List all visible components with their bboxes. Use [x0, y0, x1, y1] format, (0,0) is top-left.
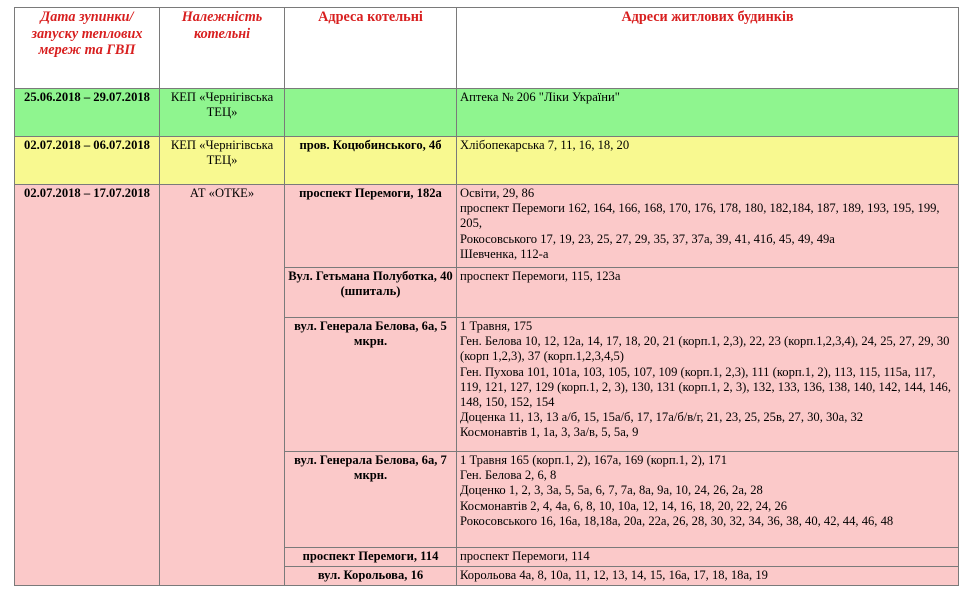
header-boiler: Адреса котельні	[285, 8, 457, 89]
house-line: Космонавтів 2, 4, 4а, 6, 8, 10, 10а, 12, 14, 16, 18, 20, 22, 24, 26	[460, 498, 788, 513]
row-houses	[457, 89, 959, 137]
table-row	[15, 89, 959, 137]
row-boiler: проспект Перемоги, 182а	[285, 185, 457, 268]
row-date: 25.06.2018 – 29.07.2018	[15, 89, 160, 137]
row-houses	[457, 452, 959, 548]
header-houses: Адреси житлових будинків	[457, 8, 959, 89]
row-houses	[457, 185, 959, 268]
house-line: 1 Травня, 175	[460, 319, 533, 333]
row-houses	[457, 137, 959, 185]
row-owner: АТ «ОТКЕ»	[160, 185, 285, 586]
house-line: Ген. Пухова 101, 101а, 103, 105, 107, 109 (корп.1, 2,3), 111 (корп.1, 2), 113, 115, 115а, 117, 119, 121, 127, 129 (корп.1, 2, 3), 130, 131 (корп.1, 2, 3), 132, 133, 136, 138, 140, 142, 144, 146, 148, 150, 152, 154	[460, 364, 951, 410]
house-line: Шевченка, 112-а	[460, 246, 549, 261]
row-boiler: вул. Корольова, 16	[285, 567, 457, 586]
row-houses	[457, 268, 959, 318]
row-date: 02.07.2018 – 06.07.2018	[15, 137, 160, 185]
house-line: Рокосовського 17, 19, 23, 25, 27, 29, 35, 37, 37а, 39, 41, 41б, 45, 49, 49а	[460, 231, 835, 246]
house-line: Ген. Белова 2, 6, 8	[460, 468, 557, 483]
table-row	[15, 137, 959, 185]
header-date: Дата зупинки/запуску теплових мереж та ГВП	[15, 8, 160, 89]
house-line: Рокосовського 16, 16а, 18,18а, 20а, 22а, 26, 28, 30, 32, 34, 36, 38, 40, 42, 44, 46, 48	[460, 513, 894, 528]
row-houses	[457, 318, 959, 452]
row-houses	[457, 548, 959, 567]
row-date: 02.07.2018 – 17.07.2018	[15, 185, 160, 586]
house-line: Ген. Белова 10, 12, 12а, 14, 17, 18, 20, 21 (корп.1, 2,3), 22, 23 (корп.1,2,3,4), 24, 25, 27, 29, 30 (корп 1,2,3), 37 (корп.1,2,3,4,5)	[460, 334, 950, 364]
header-owner: Належність котельні	[160, 8, 285, 89]
house-line: Доценка 11, 13, 13 а/б, 15, 15а/б, 17, 17а/б/в/г, 21, 23, 25, 25в, 27, 30, 30а, 32	[460, 410, 864, 425]
house-line: 1 Травня 165 (корп.1, 2), 167а, 169 (корп.1, 2), 171	[460, 453, 727, 467]
house-line: Освіти, 29, 86	[460, 186, 535, 200]
heating-schedule-table	[14, 7, 959, 586]
row-boiler: вул. Генерала Белова, 6а, 7 мкрн.	[285, 452, 457, 548]
house-line: проспект Перемоги, 115, 123а	[460, 269, 621, 283]
row-owner: КЕП «Чернігівська ТЕЦ»	[160, 137, 285, 185]
house-line: Корольова 4а, 8, 10а, 11, 12, 13, 14, 15, 16а, 17, 18, 18а, 19	[460, 568, 768, 582]
house-line: Доценко 1, 2, 3, 3а, 5, 5а, 6, 7, 7а, 8а, 9а, 10, 24, 26, 2а, 28	[460, 483, 763, 498]
header-row	[15, 8, 959, 89]
row-boiler: проспект Перемоги, 114	[285, 548, 457, 567]
row-owner: КЕП «Чернігівська ТЕЦ»	[160, 89, 285, 137]
house-line: Аптека № 206 "Ліки України"	[460, 90, 620, 104]
table-row	[15, 185, 959, 268]
house-line: проспект Перемоги 162, 164, 166, 168, 170, 176, 178, 180, 182,184, 187, 189, 193, 195, 199, 205,	[460, 201, 940, 231]
house-line: проспект Перемоги, 114	[460, 549, 590, 563]
row-boiler: Вул. Гетьмана Полуботка, 40 (шпиталь)	[285, 268, 457, 318]
house-line: Хлібопекарська 7, 11, 16, 18, 20	[460, 138, 630, 152]
row-boiler	[285, 89, 457, 137]
row-boiler: вул. Генерала Белова, 6а, 5 мкрн.	[285, 318, 457, 452]
house-line: Космонавтів 1, 1а, 3, 3а/в, 5, 5а, 9	[460, 425, 639, 440]
row-houses	[457, 567, 959, 586]
row-boiler: пров. Коцюбинського, 4б	[285, 137, 457, 185]
